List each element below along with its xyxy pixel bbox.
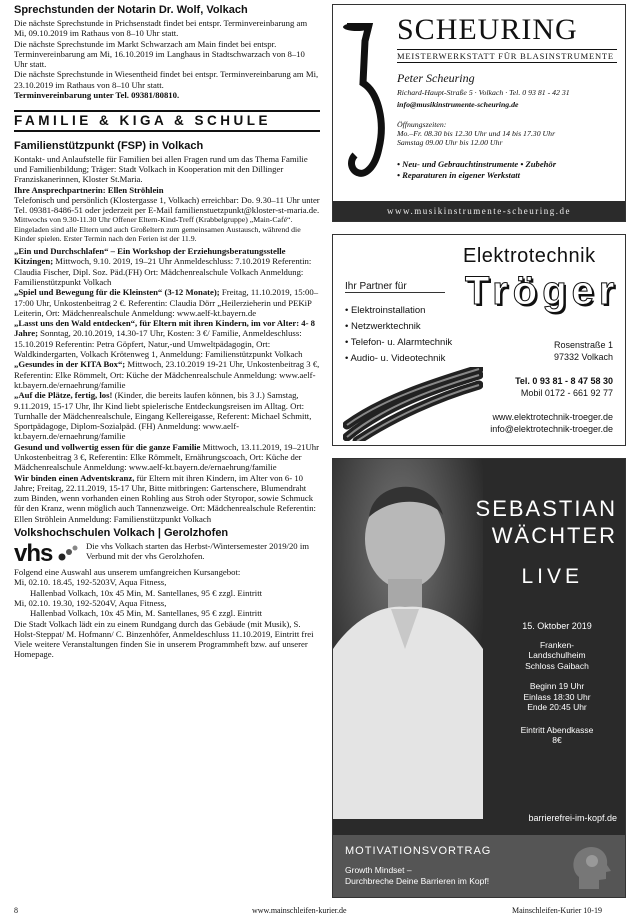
troeger-logo-small: Elektrotechnik bbox=[463, 245, 596, 267]
vhs-line: Mi, 02.10. 19.30, 192-5204V, Aqua Fitness, bbox=[14, 597, 167, 608]
notary-line: Die nächste Sprechstunde im Markt Schwarzach am Main findet bei entspr. Terminvereinbarung am Mi, 16.10.2019 im Langhaus in Stadtschwarzach von 8–10 Uhr statt. bbox=[14, 38, 305, 70]
event-venue: Franken- bbox=[539, 639, 574, 650]
right-column bbox=[332, 4, 628, 901]
waechter-bar-line: Durchbreche Deine Barrieren im Kopf! bbox=[345, 875, 490, 886]
troeger-address bbox=[554, 339, 613, 363]
event-body: Freitag, 11.10.2019, 15:00–17:00 Uhr, Unkostenbeitrag 2 €. Referentin: Claudia Dörr „Heilerzieherin und PEKiP Leiterin, Ort: Mädchenrealschule Anmeldung: www.aelf-kt.bayern.de bbox=[14, 287, 319, 318]
waechter-last-name: WÄCHTER bbox=[491, 523, 617, 548]
fsp-contact: Telefonisch und persönlich (Klostergasse 1, Volkach) erreichbar: Do. 9.30–11 Uhr unter Tel. 09381-8486-51 oder jederzeit per E-Mail familienstuetzpunkt@kloster-st-maria.de. bbox=[14, 194, 320, 216]
event-date: 15. Oktober 2019 bbox=[522, 621, 592, 631]
scheuring-email: info@musikinstrumente-scheuring.de bbox=[397, 100, 519, 109]
event-item bbox=[14, 359, 320, 390]
event-body: Sonntag, 20.10.2019, 14.30-17 Uhr, Kosten: 3 €/ Familie, Anmeldeschluss: 15.10.2019 Referentin: Petra Göpfert, Natur,-und Umweltpädagogin, Ort: Waldkindergarten, Volkach Krötenweg 1, Anmeldung: Familienstützpunkt Volkach bbox=[14, 328, 303, 360]
troeger-email[interactable]: info@elektrotechnik-troeger.de bbox=[490, 424, 613, 434]
vhs-heading: Volkshochschulen Volkach | Gerolzhofen bbox=[14, 527, 229, 540]
notary-phone: Terminvereinbarung unter Tel. 09381/80810. bbox=[14, 90, 180, 101]
scheuring-title: SCHEURING bbox=[397, 13, 578, 46]
scheuring-web: www.musikinstrumente-scheuring.de bbox=[333, 201, 625, 221]
fsp-contact-title: Ihre Ansprechpartnerin: Ellen Ströhlein bbox=[14, 184, 164, 195]
waechter-ad bbox=[332, 458, 626, 898]
troeger-service-item: • Elektroinstallation bbox=[345, 305, 426, 316]
fsp-heading: Familienstützpunkt (FSP) in Volkach bbox=[14, 139, 204, 152]
event-item bbox=[14, 246, 320, 287]
notary-line: Die nächste Sprechstunde in Wiesentheid findet bei entspr. Terminvereinbarung am Mi, 23.10.2019 im Rathaus von 8–10 Uhr statt. bbox=[14, 69, 319, 90]
cables-image bbox=[343, 367, 483, 441]
vhs-dots-icon bbox=[58, 545, 80, 563]
event-title: „Ein und Durchschlafen“ – Ein Workshop der Erziehungsberatungsstelle Kitzingen; bbox=[14, 246, 286, 267]
page-number: 8 bbox=[14, 906, 18, 915]
waechter-first-name: SEBASTIAN bbox=[475, 496, 617, 521]
scheuring-ad bbox=[332, 4, 626, 222]
section-title: FAMILIE & KIGA & SCHULE bbox=[14, 110, 320, 131]
troeger-phones bbox=[515, 375, 613, 399]
event-body: für Eltern mit ihren Kindern, im Alter von 6- 10 Jahre; Freitag, 22.11.2019, 15-17 Uhr, Bitte mitbringen: Gartenschere, Blumendraht zum Binden, wenn vorhanden einen Rohling aus Stroh oder Styropor, sowie Schmuck für den Kranz, wenn möglich auch Tannenzweige. Ort: Mädchenrealschule Referentin: Ellen Ströhlein Anmeldung: Familienstützpunkt Volkach bbox=[14, 472, 316, 524]
fsp-cafe: Mittwochs von 9.30-11.30 Uhr Offener Eltern-Kind-Treff (Krabbelgruppe) „Main-Café“. Eingeladen sind alle Eltern und auch Großeltern zum gemeinsamen Austausch, während die Kinder spielen. Erster Termin nach den Ferien ist der 11.9. bbox=[14, 215, 301, 243]
troeger-partner: Ihr Partner für bbox=[345, 281, 445, 293]
notary-heading: Sprechstunden der Notarin Dr. Wolf, Volkach bbox=[14, 4, 248, 16]
vhs-line: Hallenbad Volkach, 10x 45 Min, M. Santellanes, 95 € zzgl. Eintritt bbox=[30, 587, 263, 598]
vhs-line: Hallenbad Volkach, 10x 45 Min, M. Santellanes, 95 € zzgl. Eintritt bbox=[30, 608, 263, 619]
event-body: (Kinder, die bereits laufen können, bis 3 J.) Samstag, 9.11.2019, 15-17 Uhr, Ihr Kind liebt spielerische Entdeckungsreisen im Alltag. Ort: Turnhalle der Mädchenrealschule, Eingang Kellereigasse, Referent: Michael Schmitt, Sportpädagoge, Diplom-Sozialpäd. (FH) Anmeldung: www.aelf-kt.bayern.de/ernaehrung/familie bbox=[14, 390, 312, 442]
waechter-name bbox=[476, 495, 617, 549]
event-title: Wir binden einen Adventskranz, bbox=[14, 472, 135, 483]
waechter-web[interactable]: barrierefrei-im-kopf.de bbox=[528, 813, 617, 823]
troeger-service-item: • Telefon- u. Alarmtechnik bbox=[345, 337, 453, 348]
scheuring-bullets bbox=[397, 159, 556, 181]
waechter-bar-subtitle bbox=[345, 865, 489, 886]
waechter-bottom-bar bbox=[333, 835, 625, 897]
footer-issue: Mainschleifen-Kurier 10-19 bbox=[512, 906, 602, 915]
waechter-bar-title: MOTIVATIONSVORTRAG bbox=[345, 845, 492, 857]
troeger-logo-big: Tröger bbox=[465, 269, 620, 313]
troeger-mobile: Mobil 0172 - 661 92 77 bbox=[520, 388, 613, 398]
event-price: 8€ bbox=[552, 735, 562, 745]
event-end: Ende 20:45 Uhr bbox=[527, 702, 587, 712]
event-title: „Gesundes in der KITA Box“; bbox=[14, 359, 126, 370]
notary-line: Die nächste Sprechstunde in Prichsenstadt findet bei entspr. Terminvereinbarung am Mi, 09.10.2019 im Rathaus von 8–10 Uhr statt. bbox=[14, 18, 308, 39]
left-column bbox=[14, 4, 320, 901]
scheuring-bullet: • Reparaturen in eigener Werkstatt bbox=[397, 170, 521, 180]
troeger-ad bbox=[332, 234, 626, 446]
tuba-icon bbox=[339, 23, 391, 183]
troeger-services bbox=[345, 303, 452, 367]
event-begin: Beginn 19 Uhr bbox=[529, 681, 585, 691]
scheuring-subtitle: MEISTERWERKSTATT FÜR BLASINSTRUMENTE bbox=[397, 49, 617, 63]
event-item bbox=[14, 318, 320, 359]
event-title: „Lasst uns den Wald entdecken“, für Eltern mit ihren Kindern, im vor Alter: 4- 8 Jahre; bbox=[14, 318, 316, 339]
scheuring-address: Richard-Haupt-Straße 5 · Volkach · Tel. 0 93 81 - 42 31 bbox=[397, 88, 570, 97]
waechter-bar-line: Growth Mindset – bbox=[345, 865, 412, 875]
event-venue: Landschulheim bbox=[528, 650, 586, 660]
troeger-contact-web bbox=[490, 411, 613, 435]
head-profile-icon bbox=[565, 841, 615, 891]
event-admission: Einlass 18:30 Uhr bbox=[523, 691, 591, 702]
scheuring-hours-weekday: Mo.–Fr. 08.30 bis 12.30 Uhr und 14 bis 17.30 Uhr bbox=[397, 129, 556, 139]
scheuring-name: Peter Scheuring bbox=[397, 71, 475, 85]
event-body: Mittwoch, 23.10.2019 19-21 Uhr, Unkostenbeitrag 3 €, Referentin: Elke Römmelt, Ort: Küche der Mädchenrealschule Anmeldung: www.aelf-kt.bayern.de/ernaehrung/familie bbox=[14, 359, 320, 390]
vhs-logo-text: vhs bbox=[14, 540, 53, 568]
scheuring-bullet: • Neu- und Gebrauchtinstrumente • Zubehör bbox=[397, 159, 557, 169]
scheuring-hours-title: Öffnungszeiten: bbox=[397, 120, 447, 129]
footer-website[interactable]: www.mainschleifen-kurier.de bbox=[252, 906, 347, 915]
scheuring-hours bbox=[397, 120, 555, 148]
vhs-intro-row bbox=[14, 541, 320, 567]
event-tickets: Eintritt Abendkasse bbox=[520, 724, 594, 735]
troeger-service-item: • Netzwerktechnik bbox=[345, 321, 421, 332]
fsp-intro: Kontakt- und Anlaufstelle für Familien bei allen Fragen rund um das Thema Familie und Familienbildung; Träger: Stadt Volkach in Kooperation mit den Dillinger Franziskanerinnen, Kloster St.Maria. bbox=[14, 153, 308, 185]
vhs-line: Mi, 02.10. 18.45, 192-5203V, Aqua Fitness, bbox=[14, 577, 167, 588]
event-item bbox=[14, 473, 320, 524]
event-venue: Schloss Gaibach bbox=[525, 660, 589, 671]
waechter-live: LIVE bbox=[521, 565, 583, 588]
event-item bbox=[14, 442, 320, 473]
event-item bbox=[14, 390, 320, 441]
vhs-intro: Die vhs Volkach starten das Herbst-/Wintersemester 2019/20 im Verbund mit der vhs Gerolzhofen. bbox=[86, 541, 309, 562]
troeger-web[interactable]: www.elektrotechnik-troeger.de bbox=[492, 412, 613, 422]
svg-text:p: p bbox=[365, 151, 370, 162]
scheuring-hours-saturday: Samstag 09.00 Uhr bis 12.00 Uhr bbox=[397, 138, 503, 148]
troeger-tel: Tel. 0 93 81 - 8 47 58 30 bbox=[515, 376, 613, 386]
speaker-photo bbox=[333, 459, 483, 819]
vhs-logo bbox=[14, 541, 80, 567]
vhs-line: Die Stadt Volkach lädt ein zu einem Rundgang durch das Gebäude (mit Musik), S. Holst-Steppat/ M. Hofmann/ C. Binzenhöfer, Anmeldeschluss 11.10.2019, Eintritt frei bbox=[14, 618, 314, 639]
waechter-event-info bbox=[497, 615, 617, 746]
event-body: Mittwoch, 13.11.2019, 19–21Uhr Unkostenbeitrag 3 €, Referentin: Elke Römmelt, Ernährungscoach, Ort: Küche der Mädchenrealschule Anmeldung: www.aelf-kt.bayern.de/ernaehrung/familie bbox=[14, 441, 320, 473]
event-item bbox=[14, 287, 320, 318]
event-title: „Spiel und Bewegung für die Kleinsten“ (3-12 Monate); bbox=[14, 287, 220, 298]
troeger-service-item: • Audio- u. Videotechnik bbox=[345, 353, 446, 364]
event-title: Gesund und vollwertig essen für die ganze Familie bbox=[14, 441, 201, 452]
svg-text:S: S bbox=[359, 127, 371, 153]
troeger-street: Rosenstraße 1 bbox=[553, 340, 613, 350]
vhs-line: Folgend eine Auswahl aus unserem umfangreichen Kursangebot: bbox=[14, 567, 241, 578]
vhs-line: Viele weitere Veranstaltungen finden Sie in unserem Programmheft bzw. auf unserer Homepage. bbox=[14, 639, 308, 660]
event-body: Mittwoch, 9.10. 2019, 19–21 Uhr Anmeldeschluss: 7.10.2019 Referentin: Claudia Fischer, Dipl. Soz. Päd.(FH) Ort: Mädchenrealschule Volkach Anmeldung: Familienstützpunkt Volkach bbox=[14, 256, 312, 287]
troeger-city: 97332 Volkach bbox=[553, 352, 613, 362]
event-title: „Auf die Plätze, fertig, los! bbox=[14, 390, 113, 401]
